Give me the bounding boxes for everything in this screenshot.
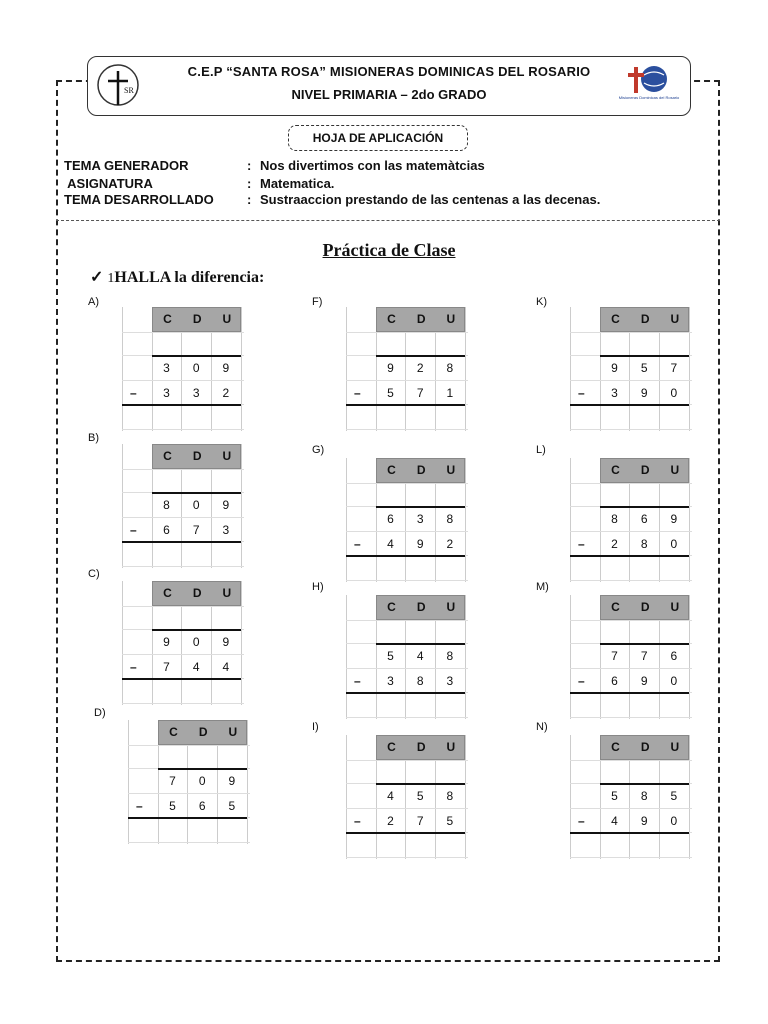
result-line xyxy=(570,832,689,834)
grid-hline xyxy=(346,332,468,333)
subtrahend-digit: 2 xyxy=(222,386,230,400)
minuend-digit: 7 xyxy=(640,649,648,663)
subtrahend-digit: 3 xyxy=(446,674,454,688)
column-letter: U xyxy=(670,600,680,614)
column-letter: U xyxy=(446,600,456,614)
minuend-digit: 9 xyxy=(387,361,394,375)
minuend-digit: 9 xyxy=(222,498,230,512)
problem-label: F) xyxy=(312,296,323,308)
result-line xyxy=(122,541,241,543)
minuend-digit: 9 xyxy=(228,774,236,788)
subtrahend-digit: 8 xyxy=(416,674,424,688)
minuend-digit: 9 xyxy=(222,635,230,649)
subtrahend-digit: 5 xyxy=(169,799,176,813)
grid-vline xyxy=(128,720,129,844)
problem-label: K) xyxy=(536,296,547,308)
grid-hline xyxy=(570,857,692,858)
grid-vline xyxy=(122,307,123,431)
minuend-digit: 3 xyxy=(416,512,424,526)
subtraction-grid xyxy=(346,735,468,859)
instruction xyxy=(90,267,264,287)
minus-sign: – xyxy=(578,814,585,828)
minuend-digit: 8 xyxy=(446,361,454,375)
info-value: Sustraaccion prestando de las centenas a las decenas. xyxy=(260,192,601,207)
subtraction-grid xyxy=(346,595,468,719)
column-letter: U xyxy=(670,312,680,326)
problem-label: G) xyxy=(312,444,325,456)
subtrahend-digit: 5 xyxy=(446,814,454,828)
column-letter: D xyxy=(416,600,426,614)
minuend-digit: 9 xyxy=(670,512,678,526)
info-key: TEMA GENERADOR xyxy=(64,158,189,173)
column-letter: C xyxy=(163,312,172,326)
minuend-digit: 0 xyxy=(198,774,206,788)
minuend-digit: 5 xyxy=(611,789,618,803)
info-colon: : xyxy=(247,176,252,191)
subtraction-grid xyxy=(122,307,244,431)
minuend-top-line xyxy=(152,492,241,494)
column-letter: U xyxy=(670,463,680,477)
minuend-digit: 5 xyxy=(387,649,394,663)
column-letter: D xyxy=(416,740,426,754)
subtrahend-digit: 3 xyxy=(192,386,200,400)
minuend-digit: 5 xyxy=(416,789,424,803)
result-line xyxy=(570,692,689,694)
minuend-top-line xyxy=(600,783,689,785)
subtraction-grid xyxy=(570,595,692,719)
header-separator xyxy=(56,220,720,221)
grid-hline xyxy=(346,717,468,718)
grid-hline xyxy=(346,857,468,858)
grid-hline xyxy=(128,842,250,843)
grid-hline xyxy=(346,380,468,381)
grid-vline xyxy=(570,458,571,582)
subtrahend-digit: 0 xyxy=(670,814,678,828)
column-letter: C xyxy=(163,586,172,600)
subtrahend-digit: 9 xyxy=(640,674,648,688)
subtrahend-digit: 3 xyxy=(163,386,170,400)
column-header xyxy=(600,595,689,620)
problem-label: M) xyxy=(536,581,549,593)
grid-vline xyxy=(346,595,347,719)
minuend-digit: 9 xyxy=(611,361,618,375)
subtrahend-digit: 2 xyxy=(387,814,394,828)
grid-hline xyxy=(346,808,468,809)
subtrahend-digit: 4 xyxy=(387,537,394,551)
minuend-digit: 5 xyxy=(670,789,678,803)
info-colon: : xyxy=(247,158,252,173)
column-letter: U xyxy=(222,312,232,326)
column-header xyxy=(600,307,689,332)
minus-sign: – xyxy=(578,386,585,400)
grid-hline xyxy=(346,668,468,669)
grid-hline xyxy=(570,332,692,333)
column-letter: U xyxy=(446,312,456,326)
subtrahend-digit: 7 xyxy=(416,814,424,828)
column-header xyxy=(152,581,241,606)
subtrahend-digit: 6 xyxy=(198,799,206,813)
minus-sign: – xyxy=(130,386,137,400)
grid-hline xyxy=(570,717,692,718)
minuend-top-line xyxy=(600,506,689,508)
column-letter: D xyxy=(192,312,202,326)
sheet-title: HOJA DE APLICACIÓN xyxy=(288,125,468,151)
subtrahend-digit: 9 xyxy=(640,814,648,828)
column-header xyxy=(376,735,465,760)
mdr-logo-icon xyxy=(616,63,682,109)
mdr-logo-caption: Misioneras Dominicas del Rosario xyxy=(618,95,680,100)
minuend-digit: 8 xyxy=(640,789,648,803)
minus-sign: – xyxy=(136,799,143,813)
column-header xyxy=(158,720,247,745)
minuend-digit: 8 xyxy=(163,498,170,512)
minus-sign: – xyxy=(130,660,137,674)
subtrahend-digit: 7 xyxy=(416,386,424,400)
grid-hline xyxy=(346,620,468,621)
subtraction-grid xyxy=(122,444,244,568)
subtrahend-digit: 5 xyxy=(228,799,236,813)
grid-hline xyxy=(570,760,692,761)
problem-label: H) xyxy=(312,581,324,593)
grid-hline xyxy=(570,483,692,484)
column-letter: D xyxy=(640,312,650,326)
result-line xyxy=(570,404,689,406)
problem-label: C) xyxy=(88,568,100,580)
minuend-digit: 4 xyxy=(387,789,394,803)
grid-hline xyxy=(122,606,244,607)
grid-hline xyxy=(122,332,244,333)
crest-text: SR xyxy=(124,86,134,95)
minuend-digit: 8 xyxy=(446,512,454,526)
instruction-text: HALLA la diferencia: xyxy=(114,269,265,286)
minuend-digit: 7 xyxy=(169,774,176,788)
grid-vline xyxy=(346,458,347,582)
grid-hline xyxy=(570,668,692,669)
grid-vline xyxy=(570,735,571,859)
info-key: ASIGNATURA xyxy=(64,176,153,191)
info-value: Nos divertimos con las matemàtcias xyxy=(260,158,485,173)
subtraction-grid xyxy=(570,458,692,582)
subtrahend-digit: 3 xyxy=(387,674,394,688)
school-name: C.E.P “SANTA ROSA” MISIONERAS DOMINICAS DEL ROSARIO xyxy=(187,64,591,79)
column-letter: C xyxy=(611,740,620,754)
column-letter: C xyxy=(387,600,396,614)
subtrahend-digit: 3 xyxy=(222,523,230,537)
column-letter: C xyxy=(169,725,178,739)
minuend-digit: 7 xyxy=(611,649,618,663)
instruction-number: 1 xyxy=(107,271,115,286)
grid-hline xyxy=(346,760,468,761)
minuend-digit: 8 xyxy=(446,789,454,803)
school-header xyxy=(87,56,691,116)
grid-hline xyxy=(122,429,244,430)
subtraction-grid xyxy=(570,307,692,431)
subtraction-grid xyxy=(570,735,692,859)
grid-vline xyxy=(346,307,347,431)
minuend-digit: 8 xyxy=(611,512,618,526)
column-header xyxy=(376,307,465,332)
subtrahend-digit: 0 xyxy=(670,537,678,551)
subtrahend-digit: 7 xyxy=(192,523,200,537)
minus-sign: – xyxy=(354,386,361,400)
page-title: Práctica de Clase xyxy=(322,240,456,260)
minus-sign: – xyxy=(578,537,585,551)
grid-hline xyxy=(570,380,692,381)
column-letter: U xyxy=(222,449,232,463)
column-letter: D xyxy=(640,463,650,477)
grid-hline xyxy=(122,380,244,381)
subtrahend-digit: 6 xyxy=(611,674,618,688)
grid-hline xyxy=(122,469,244,470)
problem-label: L) xyxy=(536,444,546,456)
grid-hline xyxy=(122,654,244,655)
minuend-digit: 0 xyxy=(192,361,200,375)
column-letter: C xyxy=(611,600,620,614)
result-line xyxy=(570,555,689,557)
grid-hline xyxy=(570,808,692,809)
column-header xyxy=(152,444,241,469)
minus-sign: – xyxy=(354,814,361,828)
column-header xyxy=(600,458,689,483)
problem-label: D) xyxy=(94,707,106,719)
minuend-digit: 6 xyxy=(670,649,678,663)
school-level: NIVEL PRIMARIA – 2do GRADO xyxy=(291,87,487,102)
minus-sign: – xyxy=(354,674,361,688)
minuend-digit: 6 xyxy=(387,512,394,526)
column-letter: C xyxy=(611,312,620,326)
subtrahend-digit: 0 xyxy=(670,674,678,688)
column-letter: C xyxy=(611,463,620,477)
info-value: Matematica. xyxy=(260,176,335,191)
column-letter: D xyxy=(640,600,650,614)
column-letter: U xyxy=(446,740,456,754)
subtrahend-digit: 6 xyxy=(163,523,170,537)
problem-label: A) xyxy=(88,296,99,308)
problem-label: I) xyxy=(312,721,319,733)
column-header xyxy=(376,458,465,483)
minuend-digit: 7 xyxy=(670,361,678,375)
subtrahend-digit: 2 xyxy=(446,537,454,551)
column-letter: D xyxy=(416,463,426,477)
grid-hline xyxy=(128,793,250,794)
info-key: TEMA DESARROLLADO xyxy=(64,192,214,207)
column-header xyxy=(600,735,689,760)
minus-sign: – xyxy=(354,537,361,551)
column-letter: D xyxy=(192,586,202,600)
minuend-top-line xyxy=(600,643,689,645)
subtrahend-digit: 7 xyxy=(163,660,170,674)
grid-hline xyxy=(570,429,692,430)
minus-sign: – xyxy=(130,523,137,537)
problem-label: B) xyxy=(88,432,99,444)
grid-hline xyxy=(122,703,244,704)
minuend-top-line xyxy=(158,768,247,770)
minuend-top-line xyxy=(376,783,465,785)
subtraction-grid xyxy=(346,307,468,431)
column-header xyxy=(376,595,465,620)
minus-sign: – xyxy=(578,674,585,688)
subtrahend-digit: 4 xyxy=(222,660,230,674)
subtrahend-digit: 3 xyxy=(611,386,618,400)
minuend-digit: 2 xyxy=(416,361,424,375)
subtrahend-digit: 9 xyxy=(416,537,424,551)
subtrahend-digit: 2 xyxy=(611,537,618,551)
grid-hline xyxy=(570,531,692,532)
column-letter: D xyxy=(640,740,650,754)
column-letter: D xyxy=(192,449,202,463)
result-line xyxy=(122,678,241,680)
result-line xyxy=(346,692,465,694)
grid-hline xyxy=(346,483,468,484)
subtrahend-digit: 9 xyxy=(640,386,648,400)
grid-vline xyxy=(570,595,571,719)
subtrahend-digit: 5 xyxy=(387,386,394,400)
grid-vline xyxy=(346,735,347,859)
minuend-digit: 3 xyxy=(163,361,170,375)
grid-hline xyxy=(570,580,692,581)
grid-vline xyxy=(122,444,123,568)
subtrahend-digit: 1 xyxy=(446,386,454,400)
grid-hline xyxy=(346,580,468,581)
grid-hline xyxy=(128,745,250,746)
minuend-top-line xyxy=(376,643,465,645)
subtraction-grid xyxy=(122,581,244,705)
minuend-top-line xyxy=(376,506,465,508)
result-line xyxy=(122,404,241,406)
minuend-digit: 9 xyxy=(222,361,230,375)
grid-hline xyxy=(122,517,244,518)
minuend-top-line xyxy=(600,355,689,357)
grid-hline xyxy=(346,531,468,532)
result-line xyxy=(346,404,465,406)
grid-hline xyxy=(122,566,244,567)
column-header xyxy=(152,307,241,332)
column-letter: C xyxy=(387,463,396,477)
column-letter: C xyxy=(387,312,396,326)
minuend-digit: 5 xyxy=(640,361,648,375)
minuend-digit: 9 xyxy=(163,635,170,649)
grid-vline xyxy=(122,581,123,705)
column-letter: U xyxy=(446,463,456,477)
problem-label: N) xyxy=(536,721,548,733)
minuend-digit: 4 xyxy=(416,649,424,663)
subtrahend-digit: 4 xyxy=(192,660,200,674)
info-colon: : xyxy=(247,192,252,207)
subtrahend-digit: 4 xyxy=(611,814,618,828)
minuend-top-line xyxy=(152,355,241,357)
minuend-digit: 0 xyxy=(192,635,200,649)
subtrahend-digit: 8 xyxy=(640,537,648,551)
column-letter: D xyxy=(416,312,426,326)
subtraction-grid xyxy=(128,720,250,844)
grid-hline xyxy=(346,429,468,430)
column-letter: D xyxy=(198,725,208,739)
minuend-digit: 6 xyxy=(640,512,648,526)
column-letter: C xyxy=(387,740,396,754)
minuend-top-line xyxy=(152,629,241,631)
subtrahend-digit: 0 xyxy=(670,386,678,400)
result-line xyxy=(346,832,465,834)
column-letter: U xyxy=(670,740,680,754)
result-line xyxy=(128,817,247,819)
subtraction-grid xyxy=(346,458,468,582)
grid-hline xyxy=(570,620,692,621)
grid-vline xyxy=(570,307,571,431)
column-letter: C xyxy=(163,449,172,463)
check-icon: ✓ xyxy=(90,269,104,286)
column-letter: U xyxy=(228,725,238,739)
column-letter: U xyxy=(222,586,232,600)
minuend-digit: 0 xyxy=(192,498,200,512)
minuend-digit: 8 xyxy=(446,649,454,663)
result-line xyxy=(346,555,465,557)
minuend-top-line xyxy=(376,355,465,357)
